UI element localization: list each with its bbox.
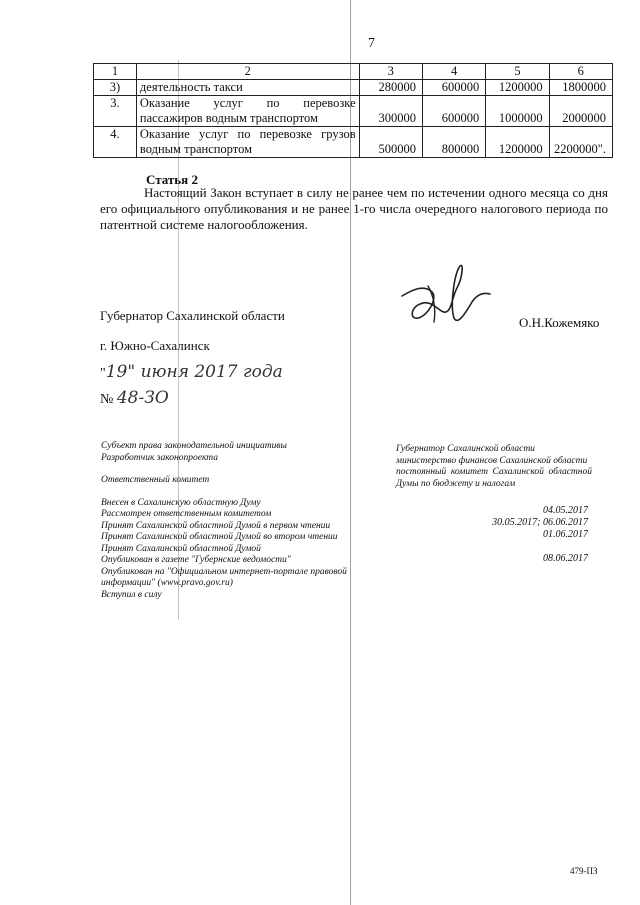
table-header-cell: 3 [359,64,422,80]
meta-adopted-label: Принят Сахалинской областной Думой [101,543,261,554]
row-description: деятельность такси [136,80,359,96]
row-description: Оказание услуг по перевозке пассажиров водным транспортом [136,96,359,127]
table-header-cell: 4 [422,64,485,80]
meta-published-portal-label: Опубликован на "Официальном интернет-портале правовой информации" (www.pravo.gov.ru) [101,566,347,588]
meta-second-reading-label: Принят Сахалинской областной Думой во втором чтении [101,532,338,542]
meta-published-newspaper-label: Опубликован в газете "Губернские ведомости" [101,555,291,565]
law-number [100,388,169,408]
row-value: 2000000 [549,96,612,127]
row-value: 500000 [359,127,422,158]
row-value: 1200000 [486,80,549,96]
date-first-reading: 01.06.2017 [543,529,588,540]
meta-committee-label: Ответственный комитет [101,475,210,485]
rates-table [93,63,613,158]
table-header-cell: 5 [486,64,549,80]
row-value: 2200000". [549,127,612,158]
meta-considered-label: Рассмотрен ответственным комитетом [101,509,272,519]
number-sign: № [100,392,114,407]
page-number: 7 [368,36,375,51]
row-value: 1000000 [486,96,549,127]
row-value: 600000 [422,96,485,127]
legislative-history-labels [101,441,391,601]
row-number: 4. [94,127,137,158]
signatory-title: Губернатор Сахалинской области [100,308,285,323]
row-value: 1200000 [486,127,549,158]
row-number: 3. [94,96,137,127]
date-quote: " [100,366,106,381]
row-value: 280000 [359,80,422,96]
table-row [94,127,613,158]
signatory-name: О.Н.Кожемяко [519,315,600,330]
meta-subject-value: Губернатор Сахалинской области [396,444,535,454]
date-day: 19 [105,362,128,382]
legislative-history-values [396,444,592,490]
date-published: 08.06.2017 [543,553,588,564]
article-title: Статья 2 [146,172,198,187]
signing-date [100,362,283,382]
article-paragraph: Настоящий Закон вступает в силу не ранее чем по истечении одного месяца со дня его официального опубликования и не ранее 1-го числа очередного налогового периода по патентной системе налогообложения. [100,185,608,232]
number-value: 48-ЗО [116,388,169,408]
document-code: 479-ПЗ [570,866,598,876]
table-row [94,96,613,127]
meta-entered-force-label: Вступил в силу [101,589,162,600]
table-row [94,80,613,96]
table-header-cell: 1 [94,64,137,80]
date-considered: 30.05.2017; 06.06.2017 [492,517,588,528]
row-number: 3) [94,80,137,96]
article-body [100,185,608,233]
meta-first-reading-label: Принят Сахалинской областной Думой в первом чтении [101,520,331,531]
date-rest: " июня 2017 года [127,362,283,382]
signing-city: г. Южно-Сахалинск [100,338,210,353]
row-value: 300000 [359,96,422,127]
table-header-row [94,64,613,80]
row-value: 800000 [422,127,485,158]
date-introduced: 04.05.2017 [543,505,588,516]
meta-developer-value: министерство финансов Сахалинской области [396,455,588,466]
handwritten-signature [388,256,498,336]
row-value: 1800000 [549,80,612,96]
meta-subject-label: Субъект права законодательной инициативы [101,441,287,451]
row-value: 600000 [422,80,485,96]
legislative-dates [480,505,588,565]
table-header-cell: 2 [136,64,359,80]
meta-developer-label: Разработчик законопроекта [101,452,219,463]
meta-introduced-label: Внесен в Сахалинскую областную Думу [101,497,261,508]
row-description: Оказание услуг по перевозке грузов водным транспортом [136,127,359,158]
table-header-cell: 6 [549,64,612,80]
meta-committee-value: постоянный комитет Сахалинской областной Думы по бюджету и налогам [396,467,592,489]
